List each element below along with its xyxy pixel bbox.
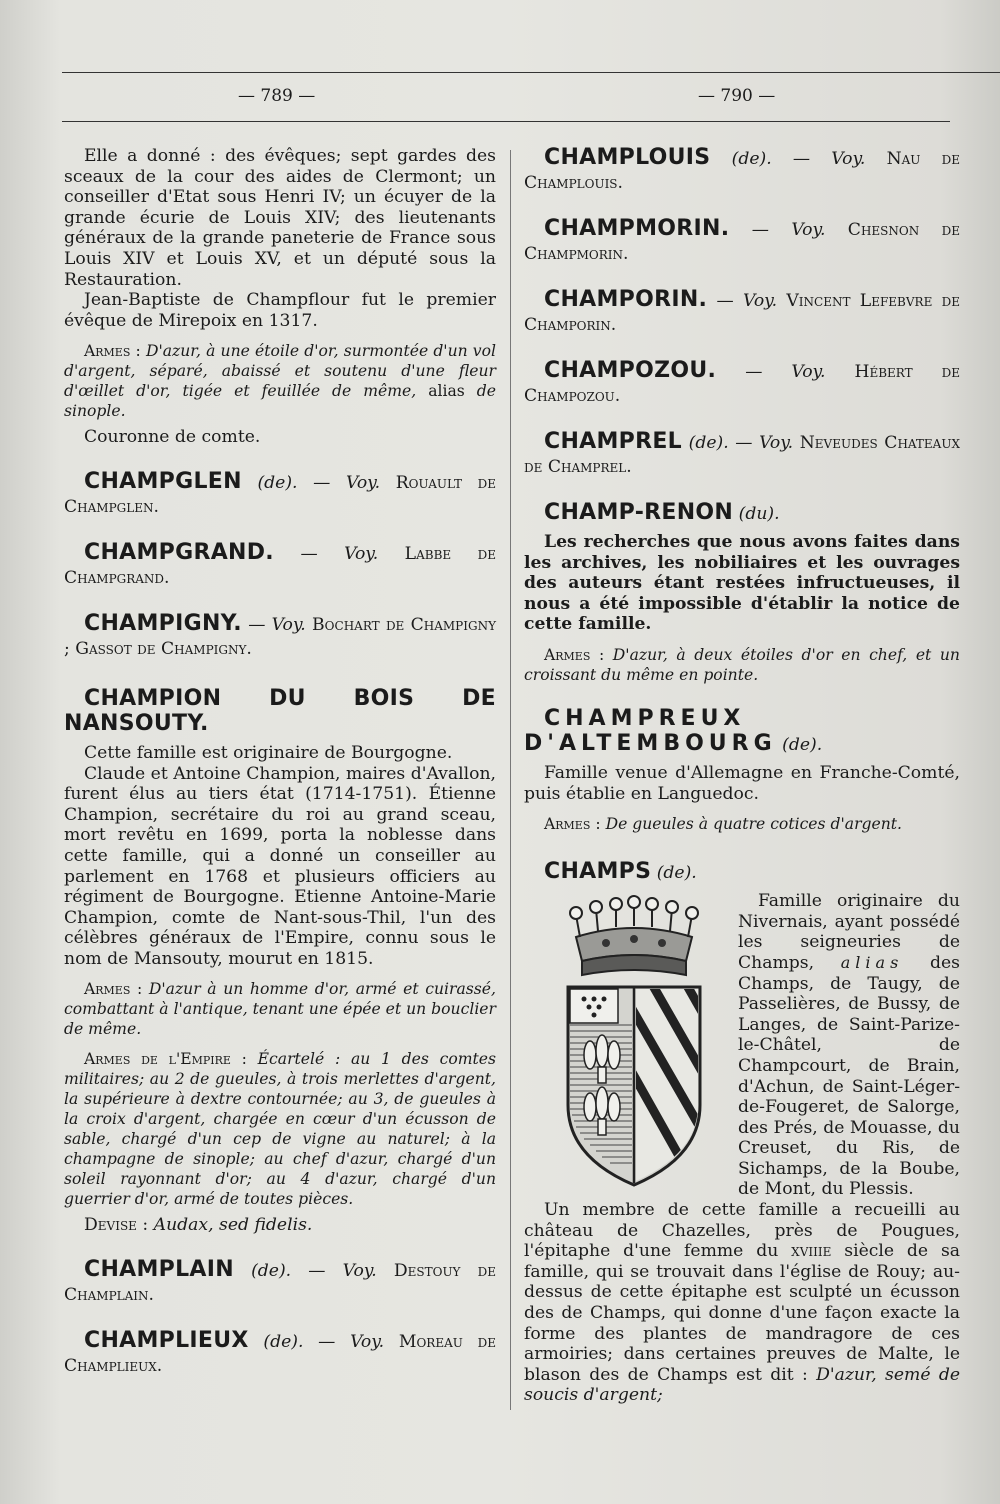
right-page-number: — 790 — xyxy=(698,86,776,106)
entry-particle: (de). xyxy=(251,1261,292,1282)
devise-label: Devise : xyxy=(84,1215,149,1236)
armes-empire-label: Armes de l'Empire : xyxy=(84,1050,247,1069)
entry-ref: Moreau de Champlieux. xyxy=(64,1332,496,1377)
entry-champlain xyxy=(64,1258,496,1307)
entry-champgrand xyxy=(64,541,496,590)
entry-ref: Destouy de Champlain. xyxy=(64,1261,496,1306)
right-column xyxy=(524,146,960,1406)
entry-ref: Neveudes Chateaux de Champrel. xyxy=(524,433,960,477)
coat-of-arms-illustration xyxy=(540,895,728,1195)
armes-text: D'azur, à une étoile d'or, surmontée d'un vol d'argent, séparé, abaissé et soutenu d'une fleur d'œillet d'or, tigée et feuillée de même, xyxy=(64,342,496,401)
entry-voy: — Voy. xyxy=(308,1261,377,1282)
armes-text: D'azur, à deux étoiles d'or en chef, et un croissant du même en pointe. xyxy=(524,645,960,684)
header-rule-top xyxy=(62,72,1000,73)
armes-empire xyxy=(64,1049,496,1209)
entry-name: CHAMPIGNY. xyxy=(84,610,242,636)
armes-champ-renon xyxy=(524,645,960,685)
entry-particle: (de). xyxy=(257,472,298,493)
entry-name: CHAMP-RENON xyxy=(544,500,734,525)
entry-particle: (de). xyxy=(656,863,697,884)
champion-paragraph-2: Claude et Antoine Champion, maires d'Avallon, furent élus au tiers état (1714-1751). Étienne Champion, secrétaire du roi au grand sceau, mort revêtu en 1699, porta la noblesse dans cette famille, qui a donné un conseiller au parlement en 1768 et plusieurs officiers au régiment de Bourgogne. Etienne Antoine-Marie Champion, comte de Nant-sous-Thil, l'un des célèbres généraux de l'Empire, connu sous le nom de Mansouty, mourut en 1815. xyxy=(64,763,496,969)
left-column xyxy=(64,146,496,1378)
champs-p1-start: Famille originaire du Nivernais, ayant possédé les seigneuries de Champs, xyxy=(738,891,960,973)
header-rule-bottom xyxy=(62,121,950,122)
entry-particle: (de). xyxy=(688,433,729,453)
shield-crown-icon xyxy=(540,895,728,1195)
entry-ref: Labbe de Champgrand. xyxy=(64,543,497,588)
entry-voy: — Voy. xyxy=(248,614,306,635)
armes-champflour xyxy=(64,341,496,421)
entry-name: CHAMPORIN. xyxy=(544,287,708,312)
entry-particle: (du). xyxy=(738,504,780,524)
devise-text: Audax, sed fidelis. xyxy=(153,1215,313,1236)
armes-label: Armes : xyxy=(84,980,143,999)
champs-paragraph-2 xyxy=(524,1200,960,1406)
left-page-number: — 789 — xyxy=(238,86,316,106)
armes-empire-text: Écartelé : au 1 des comtes militaires; au 2 de gueules, à trois merlettes d'argent, la supérieure à dextre contournée; au 3, de gueules à la croix d'argent, chargée en cœur d'un écusson de sable, chargé d'un cep de vigne au naturel; à la champagne de sinople; au chef d'azur, chargé d'un soleil rayonnant d'or; au 4 d'azur, chargé d'un guerrier d'or, armé de toutes pièces. xyxy=(64,1050,496,1209)
entry-champs xyxy=(524,860,960,885)
entry-voy: — Voy. xyxy=(792,149,866,169)
champs-p1-alias: alias xyxy=(840,952,904,972)
armes-label: Armes : xyxy=(84,342,141,361)
intro-paragraph-2: Jean-Baptiste de Champflour fut le premier évêque de Mirepoix en 1317. xyxy=(64,290,496,331)
entry-champozou xyxy=(524,359,960,408)
entry-particle: (de). xyxy=(782,734,823,755)
armes-champreux xyxy=(524,814,960,834)
entry-name: CHAMPLOUIS xyxy=(544,145,711,170)
armes-text: De gueules à quatre cotices d'argent. xyxy=(605,815,902,834)
entry-voy: — Voy. xyxy=(300,543,379,564)
armes-label: Armes : xyxy=(544,645,605,664)
entry-voy: — Voy. xyxy=(313,472,381,493)
entry-voy: — Voy. xyxy=(745,362,826,382)
entry-name: CHAMPION DU BOIS DE NANSOUTY. xyxy=(64,685,496,736)
entry-champlouis xyxy=(524,146,960,195)
entry-ref: Nau de Champlouis. xyxy=(524,149,960,193)
champs-body xyxy=(524,891,960,1406)
entry-champrel xyxy=(524,430,960,479)
armes-champion xyxy=(64,979,496,1039)
entry-ref: Chesnon de Champmorin. xyxy=(524,220,960,264)
champs-p2-arms: D'azur, semé de soucis d'argent; xyxy=(524,1364,960,1406)
champs-p2-century: xviiie xyxy=(791,1241,832,1262)
entry-champmorin xyxy=(524,217,960,266)
champ-renon-paragraph: Les recherches que nous avons faites dans les archives, les nobiliaires et les ouvrages des auteurs étant restées infructueuses, il nous a été impossible d'établir la notice de cette famille. xyxy=(524,532,960,635)
champs-p2-end: siècle de sa famille, qui se trouvait dans l'église de Rouy; au-dessus de cette épitaphe est sculpté un écusson des de Champs, qui donne d'une façon exacte la forme des plantes de mandragore de ces armoiries; dans certaines preuves de Malte, le blason des de Champs est dit : xyxy=(524,1241,961,1385)
champreux-paragraph: Famille venue d'Allemagne en Franche-Comté, puis établie en Languedoc. xyxy=(524,762,960,804)
entry-ref: Vincent Lefebvre de Champorin. xyxy=(524,291,961,335)
entry-champorin xyxy=(524,288,960,337)
entry-name: CHAMPLAIN xyxy=(84,1257,234,1283)
column-divider xyxy=(510,150,511,1410)
entry-ref: Bochart de Champigny ; Gassot de Champigny. xyxy=(64,614,496,659)
armes-label: Armes : xyxy=(544,815,601,834)
devise xyxy=(64,1215,496,1236)
entry-voy: — Voy. xyxy=(318,1332,385,1353)
champion-paragraph-1: Cette famille est originaire de Bourgogne. xyxy=(84,742,453,763)
entry-name: CHAMPGLEN xyxy=(84,468,242,494)
entry-name: CHAMPGRAND. xyxy=(84,539,274,565)
entry-particle: (de). xyxy=(263,1332,304,1353)
entry-name: CHAMPREL xyxy=(544,429,682,454)
entry-champion xyxy=(64,687,496,737)
couronne: Couronne de comte. xyxy=(84,427,261,448)
entry-ref: Rouault de Champglen. xyxy=(64,472,497,517)
entry-champigny xyxy=(64,612,496,661)
armes-alias: alias xyxy=(428,382,465,401)
entry-name: CHAMPOZOU. xyxy=(544,358,717,383)
armes-alias-text: de sinople. xyxy=(64,382,496,421)
champs-p1-end: des Champs, de Taugy, de Passelières, de Bussy, de Langes, de Saint-Parize-le-Châtel, de Champcourt, de Brain, d'Achun, de Saint-Léger-de-Fougeret, de Salorge, des Prés, de Mouasse, du Creuset, du Ris, de Sichamps, de la Boube, de Mont, du Plessis. xyxy=(738,952,960,1200)
entry-champ-renon xyxy=(524,501,960,526)
entry-champlieux xyxy=(64,1329,496,1378)
entry-name: CHAMPS xyxy=(544,859,652,885)
champs-p2-start: Un membre de cette famille a recueilli au château de Chazelles, près de Pougues, l'épitaphe d'une femme du xyxy=(524,1200,960,1262)
entry-name: CHAMPREUX D'ALTEMBOURG xyxy=(524,705,777,756)
entry-voy: — Voy. xyxy=(735,433,794,453)
entry-name: CHAMPLIEUX xyxy=(84,1328,249,1354)
intro-paragraph: Elle a donné : des évêques; sept gardes des sceaux de la cour des aides de Clermont; un conseiller d'Etat sous Henri IV; un écuyer de la grande écurie de Louis XIV; des lieutenants généraux de la grande paneterie de France sous Louis XIV et Louis XV, et un député sous la Restauration. xyxy=(64,146,496,290)
entry-champglen xyxy=(64,470,496,519)
entry-ref: Hébert de Champozou. xyxy=(524,362,960,406)
entry-voy: — Voy. xyxy=(716,291,778,311)
entry-name: CHAMPMORIN. xyxy=(544,216,730,241)
armes-text: D'azur à un homme d'or, armé et cuirassé, combattant à l'antique, tenant une épée et un bouclier de même. xyxy=(64,980,496,1039)
entry-champreux xyxy=(524,707,960,757)
entry-voy: — Voy. xyxy=(751,220,826,240)
entry-particle: (de). xyxy=(731,149,772,169)
